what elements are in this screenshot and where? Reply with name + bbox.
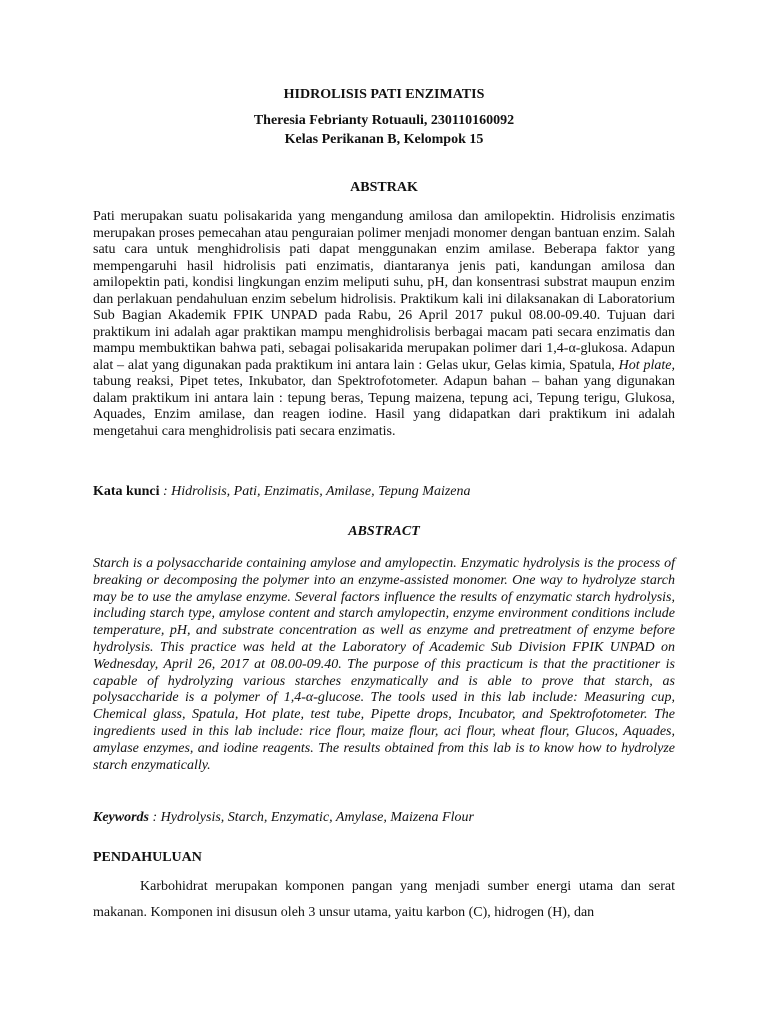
kata-kunci-label: Kata kunci [93,484,160,499]
paper-title: HIDROLISIS PATI ENZIMATIS [283,87,485,102]
keywords-text: : Hydrolysis, Starch, Enzymatic, Amylase, Maizena Flour [149,810,474,825]
pendahuluan-heading: PENDAHULUAN [93,850,202,865]
class-line: Kelas Perikanan B, Kelompok 15 [284,132,484,147]
keywords-line [93,809,675,827]
abstrak-text-italic: Hot plate, [618,357,675,373]
abstrak-paragraph [93,209,675,440]
abstrak-text-part2: tabung reaksi, Pipet tetes, Inkubator, dan Spektrofotometer. Adapun bahan – bahan yang digunakan dalam praktikum ini antara lain : tepung beras, Tepung maizena, tepung aci, Tepung terigu, Glukosa, Aquades, Enzim amilase, dan reagen iodine. Hasil yang didapatkan dari praktikum ini adalah mengetahui cara menghidrolisis pati secara enzimatis. [93,374,675,439]
author-line: Theresia Febrianty Rotuauli, 230110160092 [253,113,515,128]
abstrak-heading: ABSTRAK [350,180,418,195]
pendahuluan-paragraph: Karbohidrat merupakan komponen pangan yang menjadi sumber energi utama dan serat makanan. Komponen ini disusun oleh 3 unsur utama, yaitu karbon (C), hidrogen (H), dan [93,879,675,920]
abstract-paragraph: Starch is a polysaccharide containing amylose and amylopectin. Enzymatic hydrolysis is the process of breaking or decomposing the polymer into an enzyme-assisted monomer. One way to hydrolyze starch may be to use the amylase enzyme. Several factors influence the results of enzymatic starch hydrolysis, including starch type, amylose content and starch amylopectin, enzyme environment conditions include temperature, pH, and substrate concentration as well as enzyme and pretreatment of enzyme before hydrolysis. This practice was held at the Laboratory of Academic Sub Division FPIK UNPAD on Wednesday, April 26, 2017 at 08.00-09.40. The purpose of this practicum is that the practitioner is capable of hydrolyzing various starches enzymatically and is able to prove that starch, as polysaccharide is a polymer of 1,4-α-glucose. The tools used in this lab include: Measuring cup, Chemical glass, Spatula, Hot plate, test tube, Pipette drops, Incubator, and Spektrofotometer. The ingredients used in this lab include: rice flour, maize flour, aci flour, wheat flour, Glucos, Aquades, amylase enzymes, and iodine reagents. The results obtained from this lab is to know how to hydrolyze starch enzymatically. [93,556,675,773]
abstrak-text-part1: Pati merupakan suatu polisakarida yang mengandung amilosa dan amilopektin. Hidrolisis enzimatis merupakan proses pemecahan atau penguraian polimer menjadi monomer dengan bantuan enzim. Salah satu cara untuk menghidrolisis pati dapat menggunakan enzim amilase. Beberapa faktor yang mempengaruhi hasil hidrolisis pati enzimatis, diantaranya jenis pati, kandungan amilosa dan amilopektin pati, kondisi lingkungan enzim meliputi suhu, pH, dan konsentrasi substrat maupun enzim dan perlakuan pendahuluan enzim sebelum hidrolisis. Praktikum kali ini dilaksanakan di Laboratorium Sub Bagian Akademik FPIK UNPAD pada Rabu, 26 April 2017 pukul 08.00-09.40. Tujuan dari praktikum ini adalah agar praktikan mampu menghidrolisis berbagai macam pati secara enzimatis dan mampu membuktikan bahwa pati, sebagai polisakarida merupakan polimer dari 1,4-α-glukosa. Adapun alat – alat yang digunakan pada praktikum ini antara lain : Gelas ukur, Gelas kimia, Spatula, [93,209,675,373]
kata-kunci-text: : Hidrolisis, Pati, Enzimatis, Amilase, Tepung Maizena [159,484,471,499]
kata-kunci-line [93,483,675,501]
abstract-heading: ABSTRACT [348,524,420,539]
keywords-label: Keywords [93,810,149,825]
